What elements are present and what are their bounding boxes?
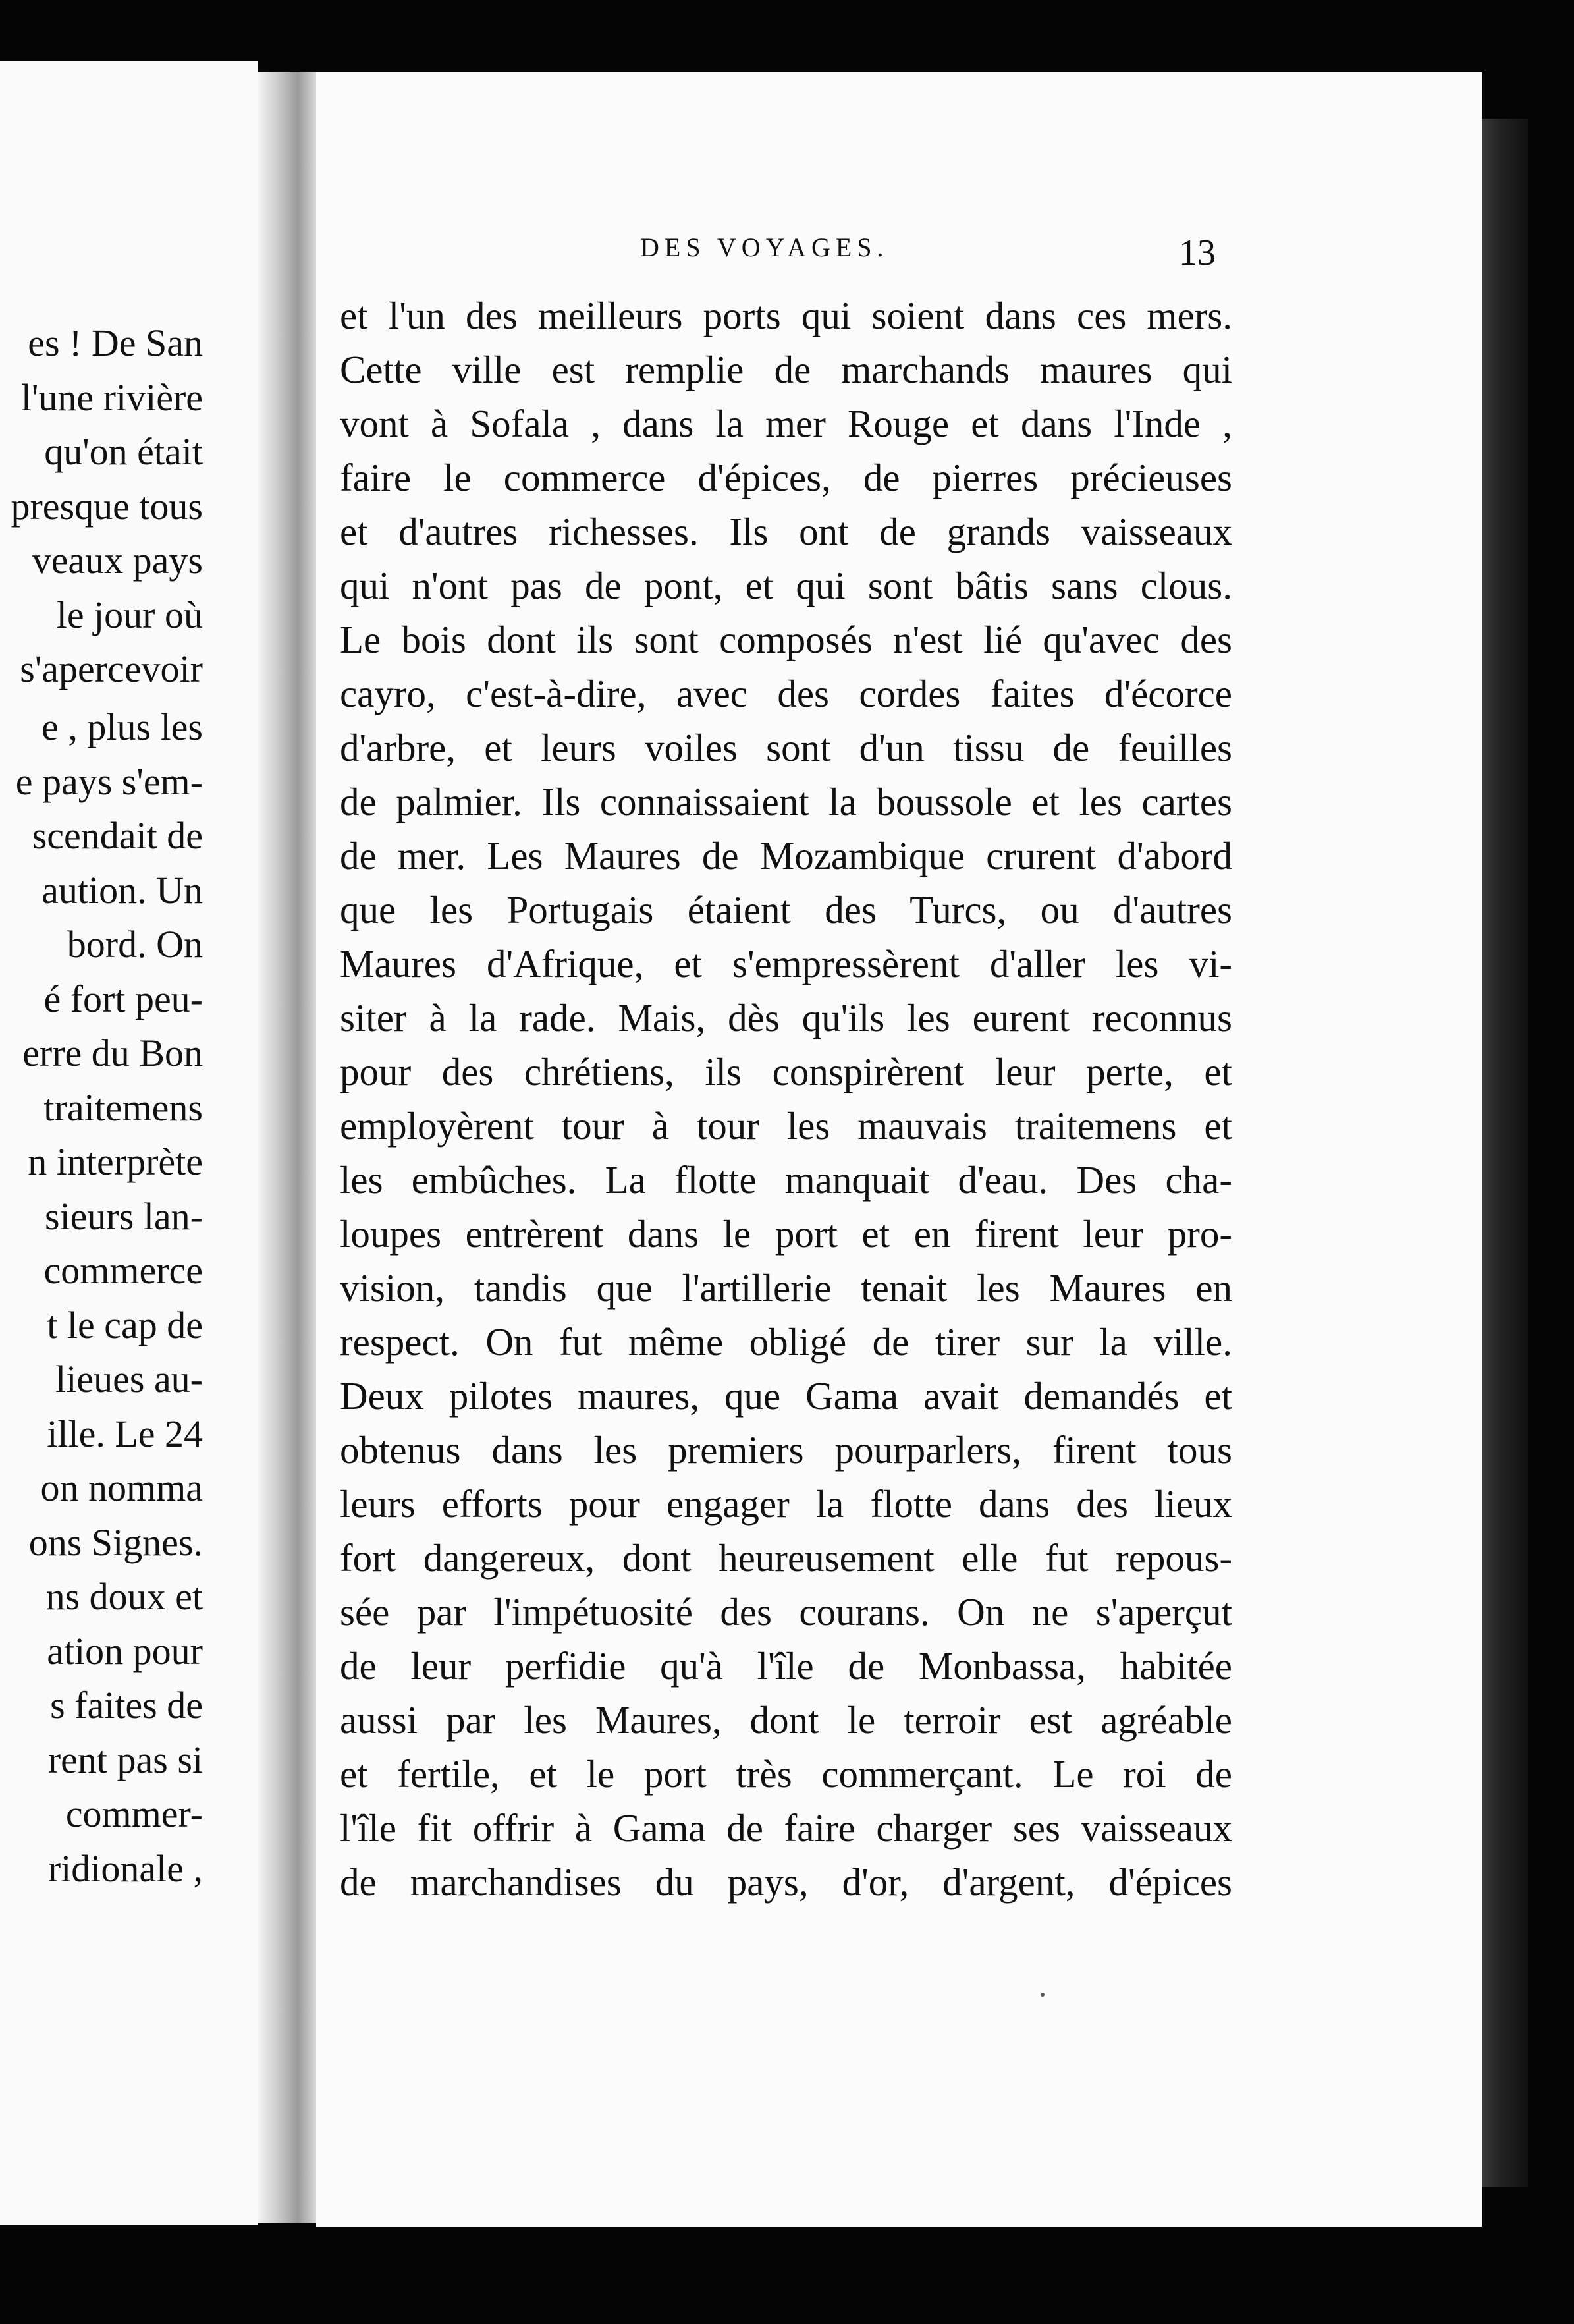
page-edge-shadow	[1482, 119, 1528, 2187]
left-text-line: le jour où	[56, 593, 203, 636]
text-line: de leur perfidie qu'à l'île de Monbassa, habitée	[340, 1644, 1232, 1688]
left-text-line: t le cap de	[47, 1303, 203, 1346]
text-line: employèrent tour à tour les mauvais traitemens et	[340, 1104, 1232, 1148]
text-line: vont à Sofala , dans la mer Rouge et dans l'Inde ,	[340, 402, 1232, 445]
left-text-line: aution. Un	[41, 868, 203, 912]
text-line: cayro, c'est-à-dire, avec des cordes faites d'écorce	[340, 672, 1232, 715]
text-line: les embûches. La flotte manquait d'eau. Des cha-	[340, 1158, 1232, 1202]
left-text-line: qu'on était	[44, 430, 203, 473]
text-line: fort dangereux, dont heureusement elle fut repous-	[340, 1536, 1232, 1580]
left-page-text	[0, 316, 203, 1896]
text-line: et fertile, et le port très commerçant. Le roi de	[340, 1752, 1232, 1796]
left-text-line: ille. Le 24	[47, 1412, 203, 1455]
text-line: que les Portugais étaient des Turcs, ou d'autres	[340, 888, 1232, 931]
left-text-line: scendait de	[32, 814, 203, 857]
left-text-line: ation pour	[47, 1629, 203, 1673]
left-text-line: commerce	[43, 1249, 203, 1292]
text-line: leurs efforts pour engager la flotte dans des lieux	[340, 1482, 1232, 1526]
text-line: l'île fit offrir à Gama de faire charger ses vaisseaux	[340, 1806, 1232, 1850]
left-facing-page	[0, 61, 258, 2225]
left-text-line: veaux pays	[32, 539, 203, 582]
page-number: 13	[1179, 233, 1216, 273]
left-text-line: e pays s'em-	[15, 760, 203, 803]
left-text-line: l'une rivière	[20, 375, 203, 419]
left-text-line: é fort peu-	[43, 977, 203, 1020]
text-line: Deux pilotes maures, que Gama avait demandés et	[340, 1374, 1232, 1418]
text-line: aussi par les Maures, dont le terroir est agréable	[340, 1698, 1232, 1742]
text-line: et l'un des meilleurs ports qui soient dans ces mers.	[340, 294, 1232, 337]
left-text-line: erre du Bon	[22, 1032, 203, 1074]
left-text-line: traitemens	[43, 1086, 203, 1129]
left-text-line: sieurs lan-	[45, 1194, 203, 1238]
text-line: Cette ville est remplie de marchands maures qui	[340, 348, 1232, 391]
left-text-line: presque tous	[11, 484, 203, 528]
left-text-line: ns doux et	[45, 1575, 203, 1618]
body-text	[340, 289, 1232, 1909]
text-line: d'arbre, et leurs voiles sont d'un tissu de feuilles	[340, 726, 1232, 769]
left-text-line: ridionale ,	[47, 1846, 203, 1890]
left-text-line: bord. On	[67, 923, 203, 966]
text-line: faire le commerce d'épices, de pierres précieuses	[340, 456, 1232, 499]
left-text-line: on nomma	[40, 1466, 203, 1509]
left-text-line: es ! De San	[28, 321, 203, 364]
text-line: Le bois dont ils sont composés n'est lié qu'avec des	[340, 618, 1232, 661]
left-text-line: rent pas si	[47, 1738, 203, 1781]
text-line: et d'autres richesses. Ils ont de grands vaisseaux	[340, 510, 1232, 553]
left-text-line: lieues au-	[55, 1358, 203, 1400]
text-line: vision, tandis que l'artillerie tenait les Maures en	[340, 1266, 1232, 1310]
text-line: de palmier. Ils connaissaient la boussole et les cartes	[340, 780, 1232, 823]
text-line: respect. On fut même obligé de tirer sur la ville.	[340, 1320, 1232, 1364]
left-text-line: e , plus les	[41, 706, 203, 748]
text-line: pour des chrétiens, ils conspirèrent leur perte, et	[340, 1050, 1232, 1093]
text-line: Maures d'Afrique, et s'empressèrent d'aller les vi-	[340, 942, 1232, 985]
text-line: obtenus dans les premiers pourparlers, firent tous	[340, 1428, 1232, 1472]
left-text-line: s faites de	[50, 1684, 203, 1727]
left-text-line: n interprète	[28, 1140, 203, 1183]
paper-speck	[1041, 1993, 1045, 1997]
text-line: loupes entrèrent dans le port et en firent leur pro-	[340, 1212, 1232, 1256]
text-line: de mer. Les Maures de Mozambique crurent d'abord	[340, 834, 1232, 877]
text-line: qui n'ont pas de pont, et qui sont bâtis sans clous.	[340, 564, 1232, 607]
left-text-line: ons Signes.	[28, 1520, 203, 1564]
text-line: de marchandises du pays, d'or, d'argent, d'épices	[340, 1860, 1232, 1904]
text-line: siter à la rade. Mais, dès qu'ils les eurent reconnus	[340, 996, 1232, 1039]
left-text-line: commer-	[65, 1792, 203, 1835]
text-line: sée par l'impétuosité des courans. On ne s'aperçut	[340, 1590, 1232, 1634]
running-head: DES VOYAGES.	[640, 233, 889, 262]
left-text-line: s'apercevoir	[20, 648, 203, 690]
